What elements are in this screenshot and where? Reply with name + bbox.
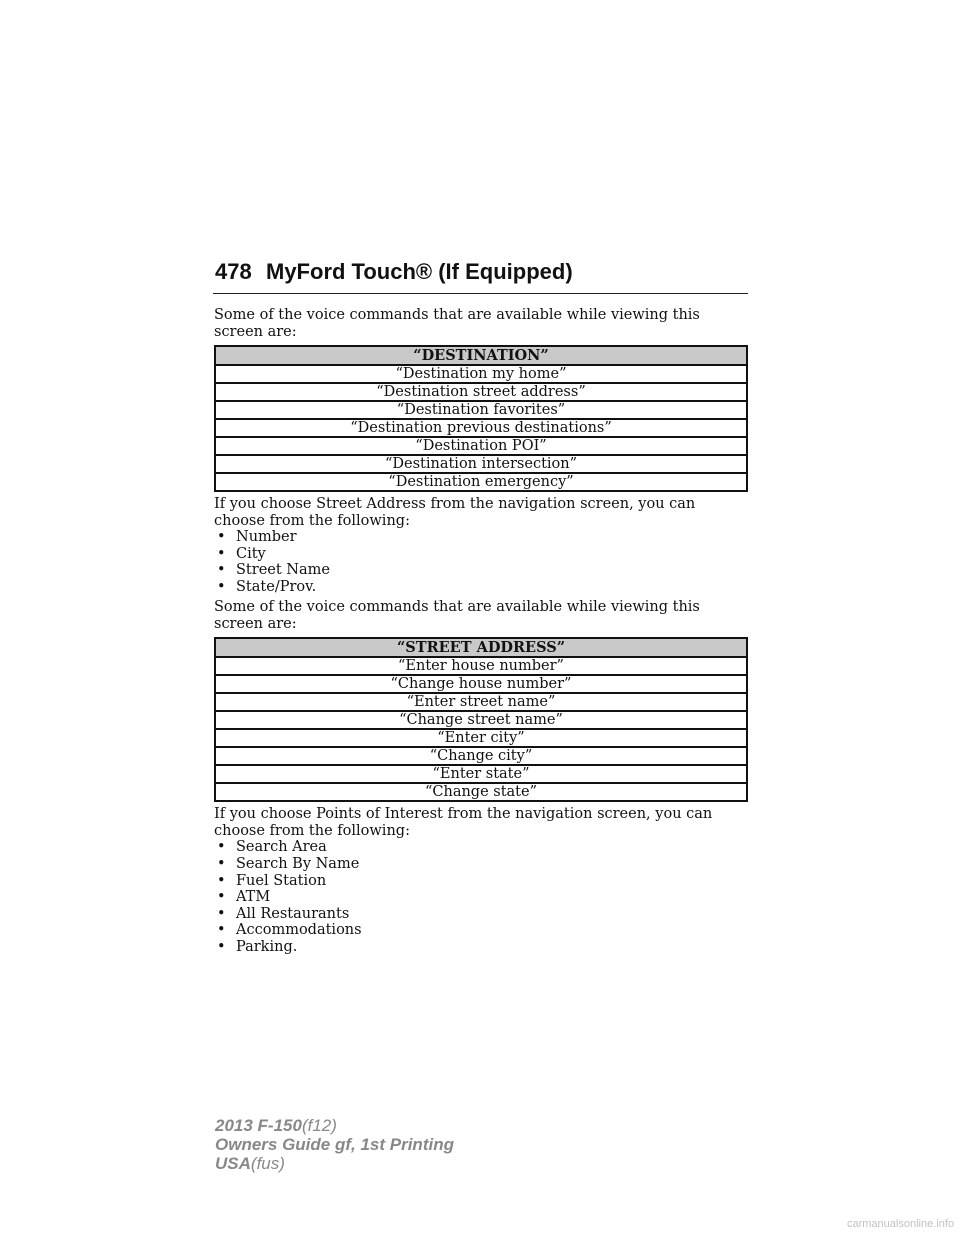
list-item-label: Search Area (236, 839, 327, 856)
table-header: “DESTINATION” (215, 346, 747, 365)
table-row (215, 383, 747, 401)
bullet-icon: • (217, 562, 226, 579)
bullet-icon: • (217, 529, 226, 545)
table-row (215, 747, 747, 765)
table-header-row (215, 346, 747, 365)
footer-line-2 (215, 1135, 454, 1154)
table-row (215, 765, 747, 783)
table-cell: “Destination my home” (215, 365, 747, 383)
table-cell: “Destination street address” (215, 383, 747, 401)
table-cell: “Change house number” (215, 675, 747, 693)
bullet-icon: • (217, 545, 226, 562)
list-item (214, 839, 748, 856)
table-cell: “Destination intersection” (215, 455, 747, 473)
table-cell: “Change state” (215, 783, 747, 801)
section-title: MyFord Touch® (If Equipped) (266, 259, 573, 284)
list-item-label: All Restaurants (236, 905, 350, 922)
footer-line-3 (215, 1154, 454, 1173)
bullet-icon: • (217, 855, 226, 872)
list-item (214, 562, 748, 579)
bullet-icon: • (217, 889, 226, 906)
bullet-icon: • (217, 578, 226, 595)
list-item-label: Accommodations (236, 922, 362, 939)
footer-model: 2013 F-150 (215, 1116, 302, 1135)
list-item-label: Number (236, 529, 297, 545)
print-footer (215, 1116, 454, 1173)
page-number: 478 (215, 259, 252, 284)
street-address-commands-table (214, 637, 748, 802)
table-row (215, 657, 747, 675)
table-row (215, 783, 747, 801)
list-item-label: City (236, 545, 266, 562)
watermark: carmanualsonline.info (846, 1218, 954, 1230)
table-cell: “Destination favorites” (215, 401, 747, 419)
table-cell: “Change city” (215, 747, 747, 765)
bullet-icon: • (217, 938, 226, 955)
footer-line-1 (215, 1116, 454, 1135)
footer-printing: Owners Guide gf, 1st Printing (215, 1135, 454, 1154)
destination-commands-table (214, 345, 748, 492)
bullet-icon: • (217, 905, 226, 922)
page-header (213, 253, 748, 294)
table-row (215, 729, 747, 747)
poi-intro: If you choose Points of Interest from the navigation screen, you can choose from the following: (214, 806, 713, 839)
list-item-label: Parking. (236, 938, 298, 955)
list-item (214, 873, 748, 890)
table-row (215, 419, 747, 437)
footer-market-code: (fus) (250, 1154, 285, 1173)
bullet-icon: • (217, 839, 226, 856)
list-item-label: Street Name (236, 562, 330, 579)
list-item (214, 939, 748, 956)
list-item-label: Search By Name (236, 855, 360, 872)
list-item (214, 906, 748, 923)
street-address-intro: If you choose Street Address from the navigation screen, you can choose from the following: (214, 496, 696, 529)
table-row (215, 455, 747, 473)
table-row (215, 693, 747, 711)
footer-market: USA (215, 1154, 251, 1173)
table-cell: “Enter city” (215, 729, 747, 747)
table-cell: “Destination previous destinations” (215, 419, 747, 437)
list-item (214, 922, 748, 939)
table-row (215, 711, 747, 729)
table-cell: “Destination POI” (215, 437, 747, 455)
intro-paragraph-1: Some of the voice commands that are available while viewing this screen are: (214, 307, 700, 340)
bullet-icon: • (217, 872, 226, 889)
table-row (215, 401, 747, 419)
table-row (215, 437, 747, 455)
list-item (214, 856, 748, 873)
intro-paragraph-2: Some of the voice commands that are available while viewing this screen are: (214, 599, 700, 632)
table-cell: “Enter state” (215, 765, 747, 783)
table-cell: “Destination emergency” (215, 473, 747, 491)
page-content (214, 307, 748, 960)
bullet-icon: • (217, 922, 226, 939)
list-item-label: ATM (236, 889, 271, 906)
table-cell: “Enter house number” (215, 657, 747, 675)
poi-list (214, 839, 748, 955)
list-item (214, 529, 748, 546)
footer-model-code: (f12) (301, 1116, 337, 1135)
table-header-row (215, 638, 747, 657)
table-row (215, 365, 747, 383)
table-row (215, 473, 747, 491)
list-item-label: State/Prov. (236, 578, 317, 595)
list-item (214, 546, 748, 563)
list-item (214, 889, 748, 906)
list-item (214, 579, 748, 596)
table-header: “STREET ADDRESS” (215, 638, 747, 657)
list-item-label: Fuel Station (236, 872, 327, 889)
table-row (215, 675, 747, 693)
street-address-list (214, 529, 748, 595)
table-cell: “Change street name” (215, 711, 747, 729)
table-cell: “Enter street name” (215, 693, 747, 711)
